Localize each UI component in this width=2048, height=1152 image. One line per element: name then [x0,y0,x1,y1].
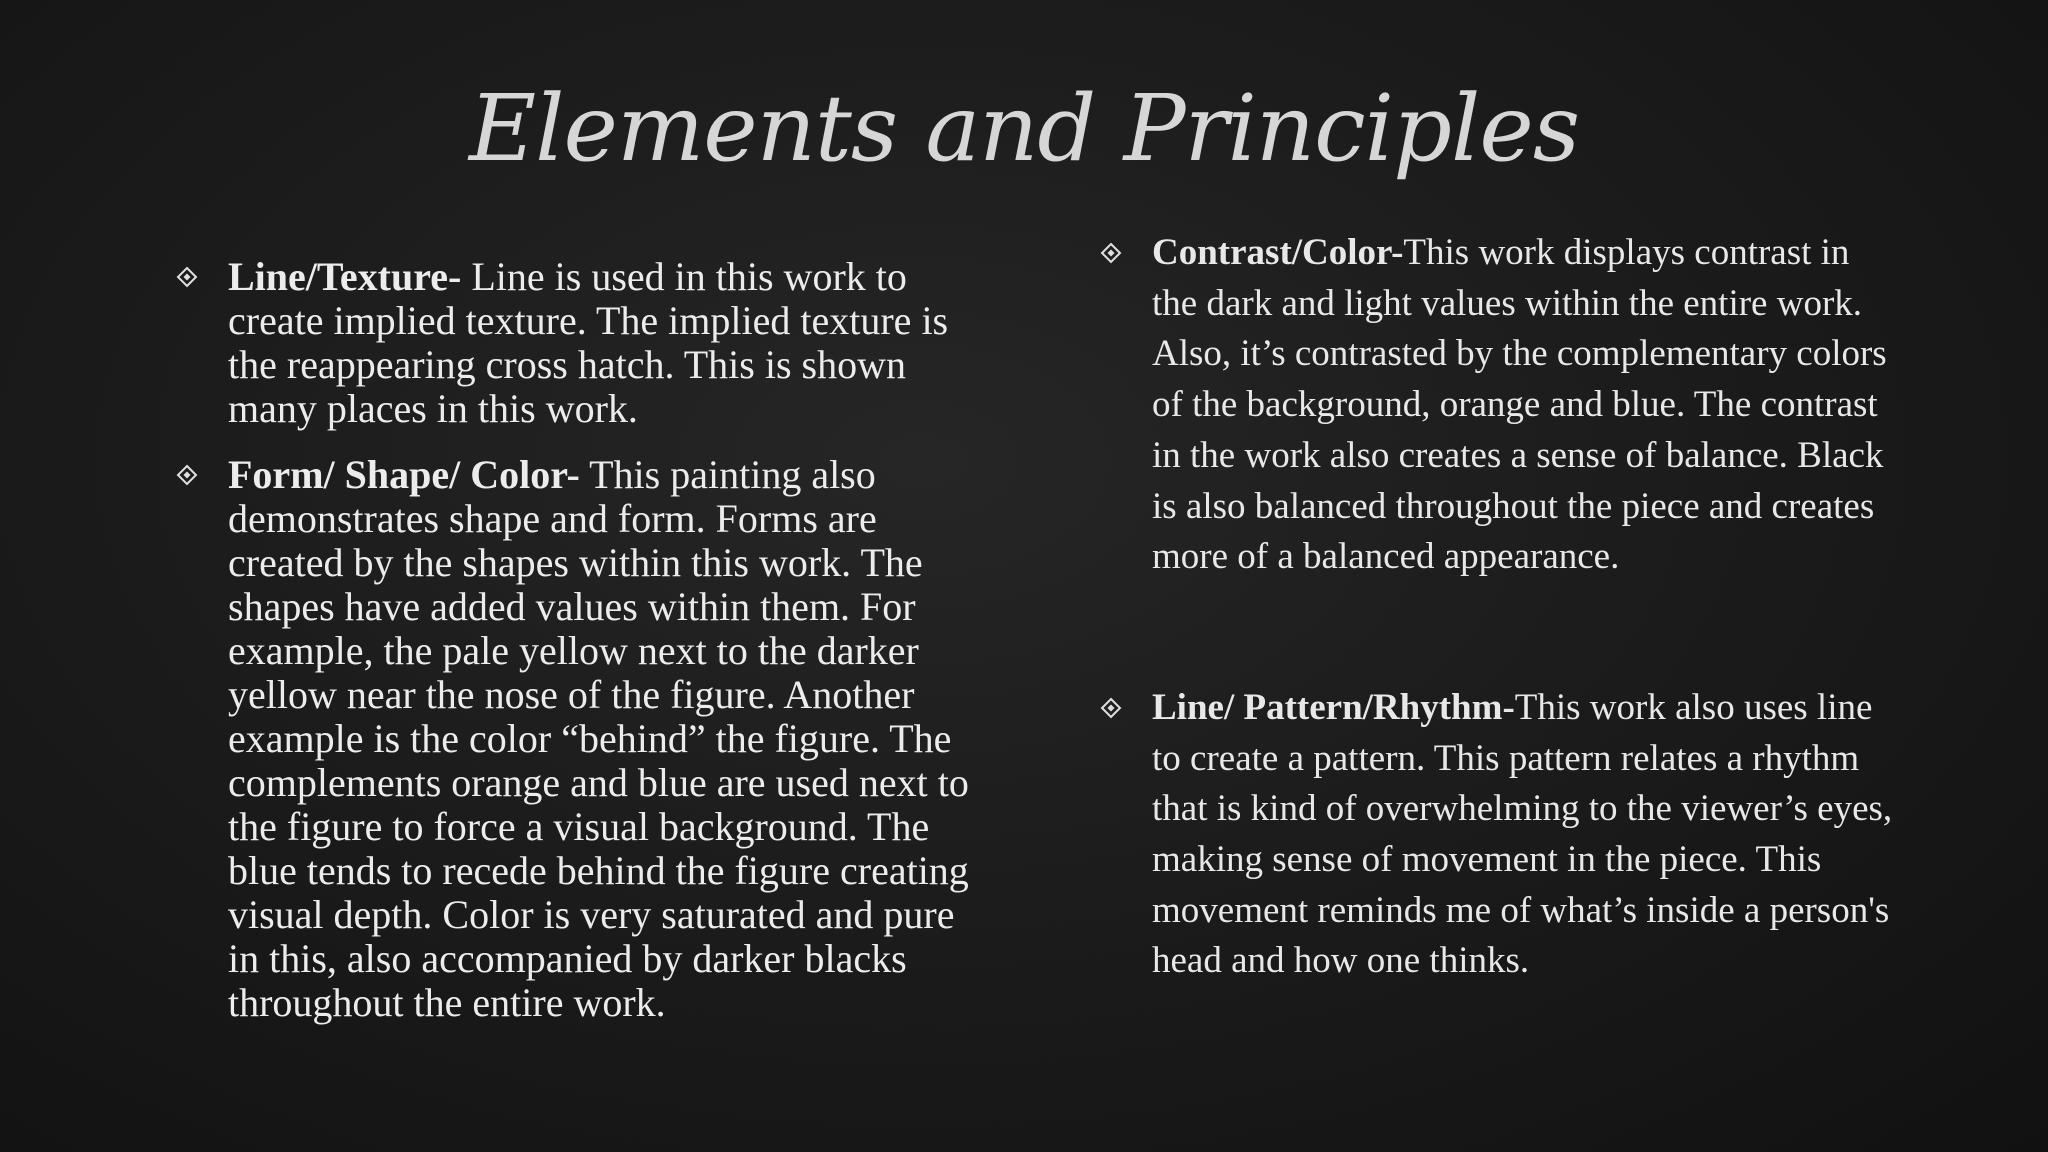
diamond-bullet-icon [1100,242,1122,264]
diamond-bullet-icon [176,464,198,486]
bullet-line-texture [176,255,976,431]
bullet-form-shape-color [176,453,976,1025]
bullet-text: This work displays contrast in the dark and light values within the entire work. Also, it’s contrasted by the complementary colors of the background, orange and blue. The contrast in the work also creates a sense of balance. Black is also balanced throughout the piece and creates more of a balanced appearance. [1152,232,1887,578]
bullet-term: Contrast/Color- [1152,232,1404,273]
bullet-term: Form/ Shape/ Color- [228,452,580,497]
diamond-bullet-icon [176,266,198,288]
bullet-line-pattern-rhythm [1100,683,1900,987]
bullet-text: This painting also demonstrates shape and form. Forms are created by the shapes within this work. The shapes have added values within them. For example, the pale yellow next to the darker yellow near the nose of the figure. Another example is the color “behind” the figure. The complements orange and blue are used next to the figure to force a visual background. The blue tends to recede behind the figure creating visual depth. Color is very saturated and pure in this, also accompanied by darker blacks throughout the entire work. [228,452,969,1025]
left-text-column [176,255,976,1025]
bullet-term: Line/Texture- [228,254,462,299]
diamond-bullet-icon [1100,697,1122,719]
slide-title: Elements and Principles [468,75,1580,182]
bullet-contrast-color [1100,228,1900,583]
right-text-column [1100,228,1900,987]
bullet-text: This work also uses line to create a pattern. This pattern relates a rhythm that is kind of overwhelming to the viewer’s eyes, making sense of movement in the piece. This movement reminds me of what’s inside a person's head and how one thinks. [1152,686,1893,982]
bullet-text: Line is used in this work to create implied texture. The implied texture is the reappearing cross hatch. This is shown many places in this work. [228,254,949,431]
bullet-term: Line/ Pattern/Rhythm- [1152,686,1515,728]
